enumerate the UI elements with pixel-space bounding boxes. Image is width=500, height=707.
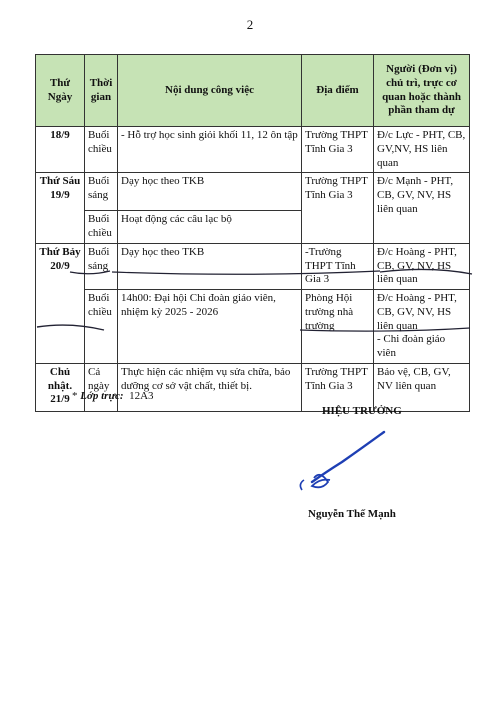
- responsible-cell: Đ/c Lực - PHT, CB, GV,NV, HS liên quan: [374, 127, 470, 173]
- time-cell: Buổi sáng: [85, 173, 118, 211]
- duty-label: Lớp trực:: [80, 390, 124, 402]
- content-cell: Dạy học theo TKB: [118, 173, 302, 211]
- header-day: Thứ Ngày: [36, 55, 85, 127]
- header-time: Thời gian: [85, 55, 118, 127]
- time-cell: Buổi chiều: [85, 211, 118, 244]
- day-cell: 18/9: [36, 127, 85, 173]
- time-cell: Buổi chiều: [85, 127, 118, 173]
- signature-title: HIỆU TRƯỞNG: [322, 405, 402, 417]
- content-cell: - Hỗ trợ học sinh giỏi khối 11, 12 ôn tập: [118, 127, 302, 173]
- location-cell: Phòng Hội trường nhà trường: [302, 290, 374, 364]
- content-cell: Dạy học theo TKB: [118, 243, 302, 289]
- table-row: [36, 173, 470, 211]
- time-cell: Buổi sáng: [85, 243, 118, 289]
- header-content: Nội dung công việc: [118, 55, 302, 127]
- table-row: [36, 127, 470, 173]
- location-cell: -Trường THPT Tĩnh Gia 3: [302, 243, 374, 289]
- content-cell: 14h00: Đại hội Chi đoàn giáo viên, nhiệm kỳ 2025 - 2026: [118, 290, 302, 364]
- content-cell: Hoạt động các câu lạc bộ: [118, 211, 302, 244]
- location-cell: Trường THPT Tĩnh Gia 3: [302, 173, 374, 244]
- location-cell: Trường THPT Tĩnh Gia 3: [302, 127, 374, 173]
- schedule-table: [35, 54, 470, 412]
- responsible-cell: Đ/c Mạnh - PHT, CB, GV, NV, HS liên quan: [374, 173, 470, 244]
- page-number: 2: [246, 17, 254, 32]
- responsible-text: Đ/c Hoàng - PHT, CB, GV, NV, HS liên quan: [377, 292, 457, 332]
- day-cell: Thứ Bảy 20/9: [36, 243, 85, 363]
- content-cell: Thực hiện các nhiệm vụ sửa chữa, bảo dưỡng cơ sở vật chất, thiết bị.: [118, 363, 302, 411]
- day-cell: Chủ nhật. 21/9: [36, 363, 85, 411]
- table-row: [36, 243, 470, 289]
- duty-class: * Lớp trực: 12A3: [72, 390, 154, 402]
- time-cell: Buổi chiều: [85, 290, 118, 364]
- header-row: [36, 55, 470, 127]
- day-cell: Thứ Sáu 19/9: [36, 173, 85, 244]
- location-cell: Trường THPT Tĩnh Gia 3: [302, 363, 374, 411]
- responsible-extra: - Chi đoàn giáo viên: [377, 333, 446, 359]
- table-row: [36, 363, 470, 411]
- time-cell: Cả ngày: [85, 363, 118, 411]
- signature-mark: [282, 420, 422, 505]
- duty-value: 12A3: [129, 390, 154, 402]
- header-responsible: Người (Đơn vị) chủ trì, trực cơ quan hoặc thành phần tham dự: [374, 55, 470, 127]
- responsible-cell: Bảo vệ, CB, GV, NV liên quan: [374, 363, 470, 411]
- responsible-cell: Đ/c Hoàng - PHT, CB, GV, NV, HS liên quan: [374, 243, 470, 289]
- signature-name: Nguyễn Thế Mạnh: [308, 508, 396, 520]
- header-location: Địa điểm: [302, 55, 374, 127]
- table-row: [36, 290, 470, 364]
- responsible-cell: [374, 290, 470, 364]
